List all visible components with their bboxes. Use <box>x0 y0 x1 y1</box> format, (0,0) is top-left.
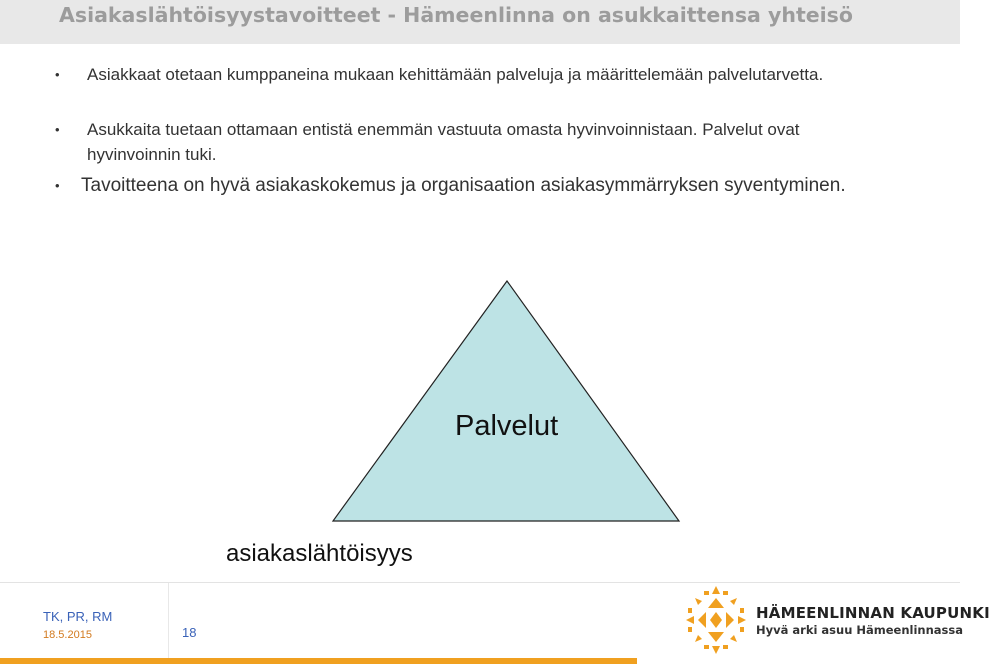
page-number: 18 <box>182 625 197 640</box>
bullet-item: • Asukkaita tuetaan ottamaan entistä enemmän vastuuta omasta hyvinvoinnistaan. Palvelut ovat hyvinvoinnin tuki. <box>87 117 887 167</box>
triangle-label: Palvelut <box>455 410 559 442</box>
slide-title: Asiakaslähtöisyystavoitteet - Hämeenlinna on asukkaittensa yhteisö <box>59 3 853 27</box>
footer-date: 18.5.2015 <box>43 629 92 641</box>
triangle-base-label: asiakaslähtöisyys <box>226 540 413 567</box>
org-name: HÄMEENLINNAN KAUPUNKI <box>756 604 990 622</box>
hameenlinna-sun-logo-icon <box>684 584 748 656</box>
triangle-shape <box>333 281 679 521</box>
org-slogan: Hyvä arki asuu Hämeenlinnassa <box>756 623 964 637</box>
footer-accent-bar <box>0 658 637 664</box>
bullet-item: • Asiakkaat otetaan kumppaneina mukaan kehittämään palveluja ja määrittelemään palvelutarvetta. <box>87 62 887 87</box>
bullet-item: • Tavoitteena on hyvä asiakaskokemus ja organisaation asiakasymmärryksen syventyminen. <box>81 173 881 199</box>
footer-authors: TK, PR, RM <box>43 609 113 624</box>
